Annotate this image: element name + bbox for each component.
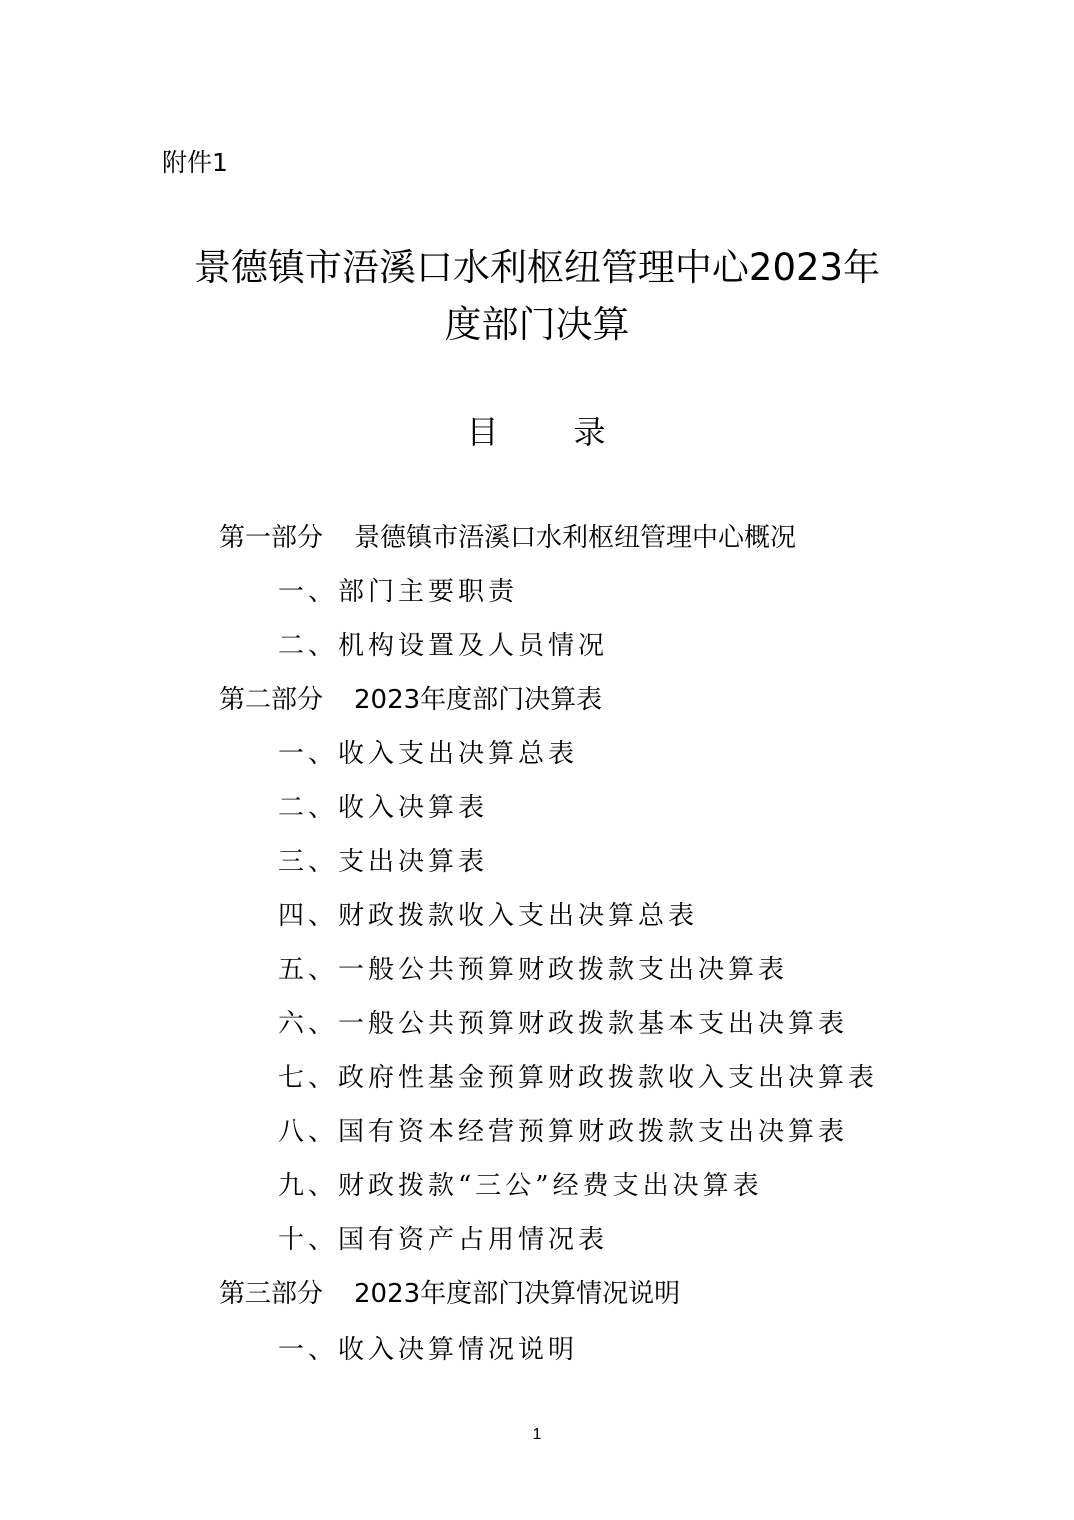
toc-item: 七、政府性基金预算财政拨款收入支出决算表 [278, 1063, 879, 1093]
toc-item: 六、一般公共预算财政拨款基本支出决算表 [278, 1009, 849, 1039]
toc-item: 一、收入支出决算总表 [278, 739, 579, 769]
toc-part-1-number: 第一部分 [219, 523, 324, 553]
toc-part-3-number: 第三部分 [219, 1279, 324, 1309]
toc-part-3 [219, 1274, 680, 1314]
toc-item: 八、国有资本经营预算财政拨款支出决算表 [278, 1117, 849, 1147]
document-title-line-1: 景德镇市浯溪口水利枢纽管理中心2023年 [193, 246, 881, 289]
toc-item: 二、收入决算表 [278, 793, 489, 823]
toc-item: 五、一般公共预算财政拨款支出决算表 [278, 955, 789, 985]
toc-item: 十、国有资产占用情况表 [278, 1225, 609, 1255]
attachment-label: 附件1 [162, 148, 228, 177]
toc-part-2-title: 2023年度部门决算表 [354, 685, 603, 715]
toc-item: 一、部门主要职责 [278, 577, 519, 607]
toc-part-3-title: 2023年度部门决算情况说明 [354, 1279, 681, 1309]
toc-item: 四、财政拨款收入支出决算总表 [278, 901, 699, 931]
toc-heading: 目 录 [466, 413, 608, 451]
toc-part-2-number: 第二部分 [219, 685, 324, 715]
toc-item: 九、财政拨款“三公”经费支出决算表 [278, 1171, 763, 1201]
toc-item: 三、支出决算表 [278, 847, 489, 877]
toc-part-1-title: 景德镇市浯溪口水利枢纽管理中心概况 [354, 523, 797, 553]
toc-item: 一、收入决算情况说明 [278, 1335, 579, 1365]
page-number: 1 [532, 1426, 542, 1443]
toc-part-1 [219, 518, 796, 558]
toc-part-2 [219, 680, 602, 720]
toc-item: 二、机构设置及人员情况 [278, 631, 609, 661]
document-title-line-2: 度部门决算 [444, 303, 630, 346]
